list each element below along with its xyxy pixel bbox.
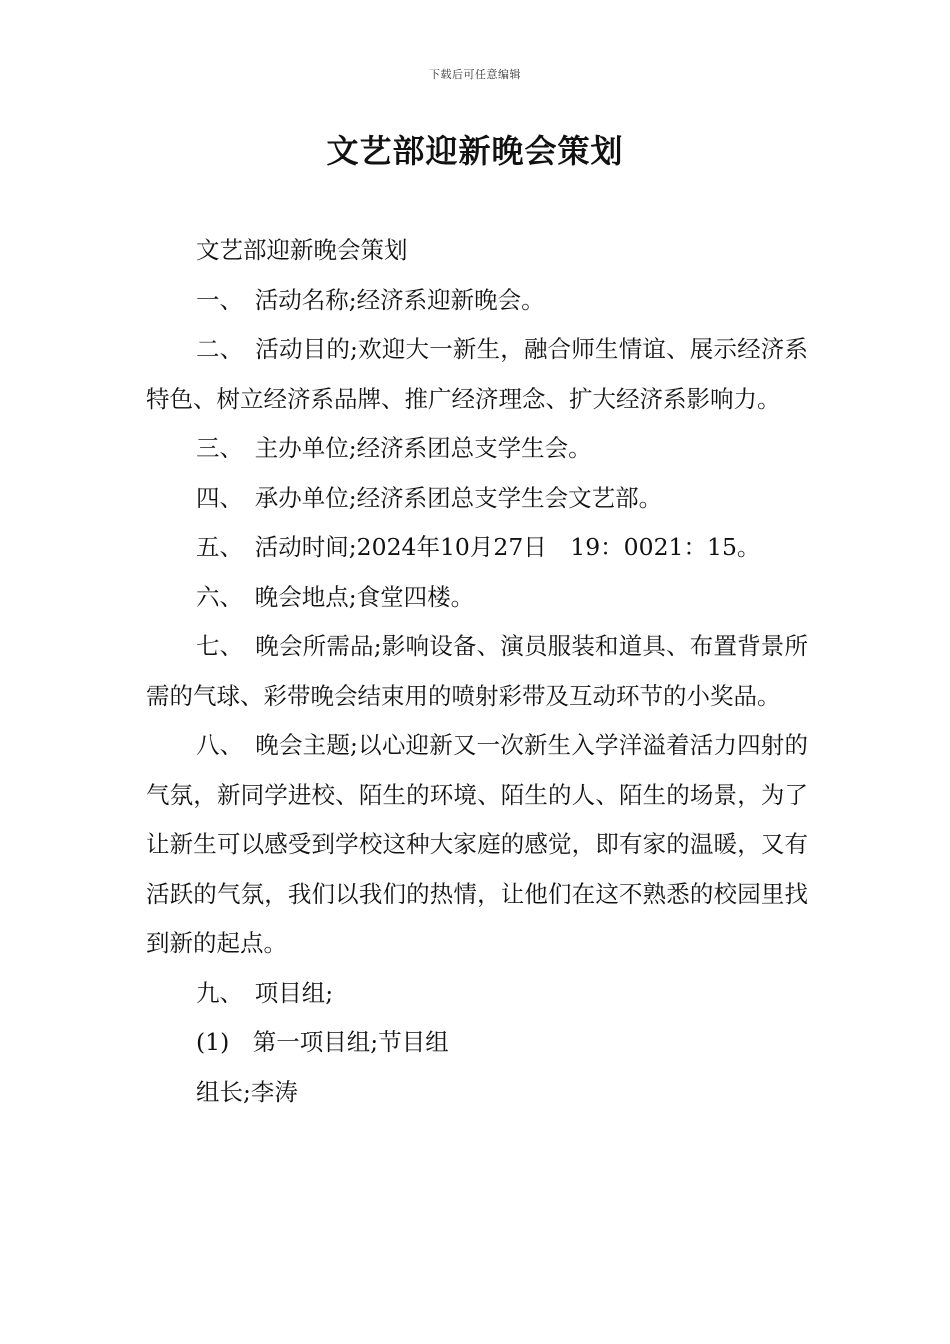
header-note: 下载后可任意编辑: [429, 68, 521, 81]
paragraph-organizer: 三、 主办单位;经济系团总支学生会。: [196, 434, 592, 462]
paragraph-undertaker: 四、 承办单位;经济系团总支学生会文艺部。: [196, 483, 663, 512]
paragraph-subtitle: 文艺部迎新晚会策划: [196, 236, 408, 264]
document-body: [146, 226, 808, 1117]
paragraph-theme: 八、 晚会主题;以心迎新又一次新生入学洋溢着活力四射的气氛，新同学进校、陌生的环境、陌生的人、陌生的场景，为了让新生可以感受到学校这种大家庭的感觉，即有家的温暖，又有活跃的气氛，我们以我们的热情，让他们在这不熟悉的校园里找到新的起点。: [146, 731, 808, 957]
document-title: 文艺部迎新晚会策划: [326, 132, 624, 170]
paragraph-activity-name: 一、 活动名称;经济系迎新晚会。: [196, 285, 545, 314]
paragraph-project-groups: 九、 项目组;: [196, 978, 334, 1007]
paragraph-activity-time: 五、 活动时间;2024年10月27日 19：0021：15。: [196, 533, 761, 561]
paragraph-group-one: (1) 第一项目组;节目组: [196, 1028, 449, 1056]
paragraph-activity-purpose: 二、 活动目的;欢迎大一新生，融合师生情谊、展示经济系特色、树立经济系品牌、推广经济理念、扩大经济系影响力。: [146, 335, 808, 413]
paragraph-group-leader: 组长;李涛: [196, 1077, 298, 1106]
paragraph-venue: 六、 晚会地点;食堂四楼。: [196, 582, 475, 611]
paragraph-supplies: 七、 晚会所需品;影响设备、演员服装和道具、布置背景所需的气球、彩带晚会结束用的喷射彩带及互动环节的小奖品。: [146, 632, 808, 710]
